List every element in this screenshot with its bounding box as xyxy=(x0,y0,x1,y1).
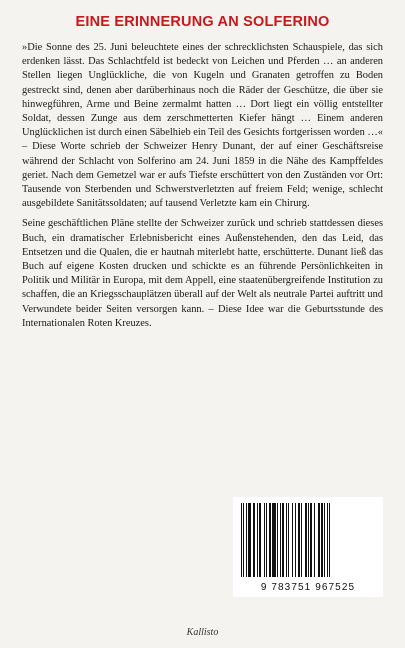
isbn-number: 9 783751 967525 xyxy=(260,582,356,593)
blurb-paragraph-2: Seine geschäftlichen Pläne stellte der Schweizer zurück und schrieb stattdessen dieses Buch, ein dramatischer Erlebnisbericht eines Außenstehenden, den das Leid, das Entsetzen und die Qualen, die er hautnah miterlebt hatte, erschütterte. Dunant ließ das Buch auf eigene Kosten drucken und schickte es an führende Persönlichkeiten in Politik und Militär in Europa, mit dem Appell, eine staatenübergreifende Institution zu schaffen, die an Kriegsschauplätzen überall auf der Welt als neutrale Partei auftritt und Verwundete beider Seiten versorgen kann. – Diese Idee war die Geburtsstunde des Internationalen Roten Kreuzes. xyxy=(22,218,383,329)
book-title: EINE ERINNERUNG AN SOLFERINO xyxy=(75,14,330,30)
blurb-paragraph-1: »Die Sonne des 25. Juni beleuchtete eines der schrecklichsten Schauspiele, das sich erdenken lässt. Das Schlachtfeld ist bedeckt von Leichen und Pferden … an anderen Stellen liegen Unglückliche, die von Kugeln und Granaten getroffen zu Boden gestreckt sind, denen aber darüberhinaus noch die Räder der Geschütze, die über sie hinwegführen, Arme und Beine zermalmt hatten … Dort liegt ein völlig entstellter Soldat, dessen Zunge aus dem zerschmetterten Kiefer hängt … Einem anderen Unglücklichen ist durch einen Säbelhieb ein Teil des Gesichts fortgerissen worden …« – Diese Worte schrieb der Schweizer Henry Dunant, der auf einer Geschäftsreise während der Schlacht von Solferino am 24. Juni 1859 in die Nähe des Kampffeldes geriet. Nach dem Gemetzel war er aufs Tiefste erschüttert von den Zuständen vor Ort: Tausende von Sterbenden und Schwerstverletzten auf freiem Feld; wenige, schlecht ausgebildete Sanitätssoldaten; auf tausend Verletzte kam ein Chirurg. xyxy=(22,42,383,210)
barcode-stripe xyxy=(329,503,330,577)
publisher-logo: Kallisto xyxy=(186,627,219,638)
isbn-barcode xyxy=(233,497,383,597)
blurb-text xyxy=(22,41,383,337)
barcode-bars xyxy=(241,503,375,577)
